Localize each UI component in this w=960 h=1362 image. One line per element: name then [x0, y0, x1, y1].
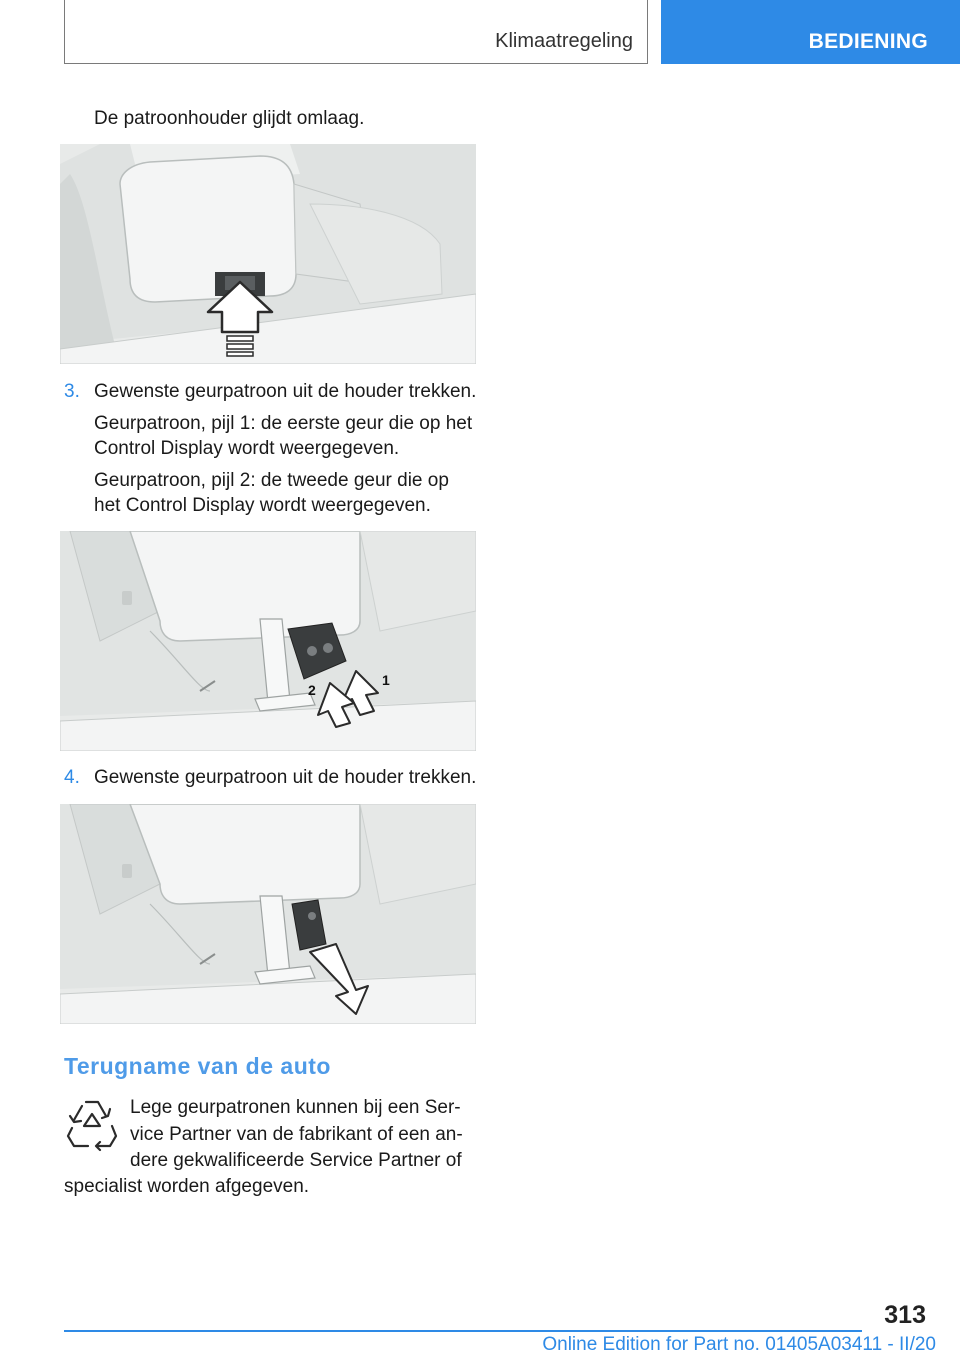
header-chapter-title: BEDIENING — [808, 30, 928, 53]
footer-rule — [64, 1330, 862, 1332]
arrow-label-2: 2 — [308, 682, 316, 698]
arrow-label-1: 1 — [382, 672, 390, 688]
section-body-line: Lege geurpatronen kunnen bij een Ser‐ — [130, 1097, 461, 1118]
figure-holder-lowered-illustration — [60, 144, 476, 364]
recycle-icon — [64, 1096, 120, 1152]
step-note — [94, 411, 472, 461]
step-note-line: het Control Display wordt weergegeven. — [94, 495, 431, 516]
step-number: 3. — [64, 381, 80, 402]
step-text: Gewenste geurpatroon uit de houder trekken. — [94, 767, 477, 788]
step-note-line: Control Display wordt weergegeven. — [94, 438, 400, 459]
header-section-box — [64, 0, 648, 64]
step-note-line: Geurpatroon, pijl 2: de tweede geur die op — [94, 470, 449, 491]
page-number: 313 — [884, 1301, 926, 1329]
step-note — [94, 468, 449, 518]
section-body-line: dere gekwalificeerde Service Partner of — [130, 1150, 462, 1171]
figure-cartridge-arrows-illustration — [60, 531, 476, 751]
section-title: Terugname van de auto — [64, 1053, 331, 1079]
step-note-line: Geurpatroon, pijl 1: de eerste geur die op het — [94, 413, 473, 434]
header-section-title: Klimaatregeling — [495, 30, 633, 52]
figure-cartridge-removal — [60, 804, 476, 1024]
step-number: 4. — [64, 767, 80, 788]
section-body-line: vice Partner van de fabrikant of een an‐ — [130, 1124, 463, 1145]
figure-holder-lowered — [60, 144, 476, 364]
section-body-line: specialist worden afgegeven. — [64, 1176, 310, 1197]
header-chapter-box — [661, 0, 960, 64]
footer-edition: Online Edition for Part no. 01405A03411 - II/20 — [542, 1334, 936, 1355]
step-text: Gewenste geurpatroon uit de houder trekken. — [94, 381, 477, 402]
figure-cartridge-arrows — [60, 531, 476, 751]
intro-text: De patroonhouder glijdt omlaag. — [94, 108, 365, 129]
figure-cartridge-removal-illustration — [60, 804, 476, 1024]
